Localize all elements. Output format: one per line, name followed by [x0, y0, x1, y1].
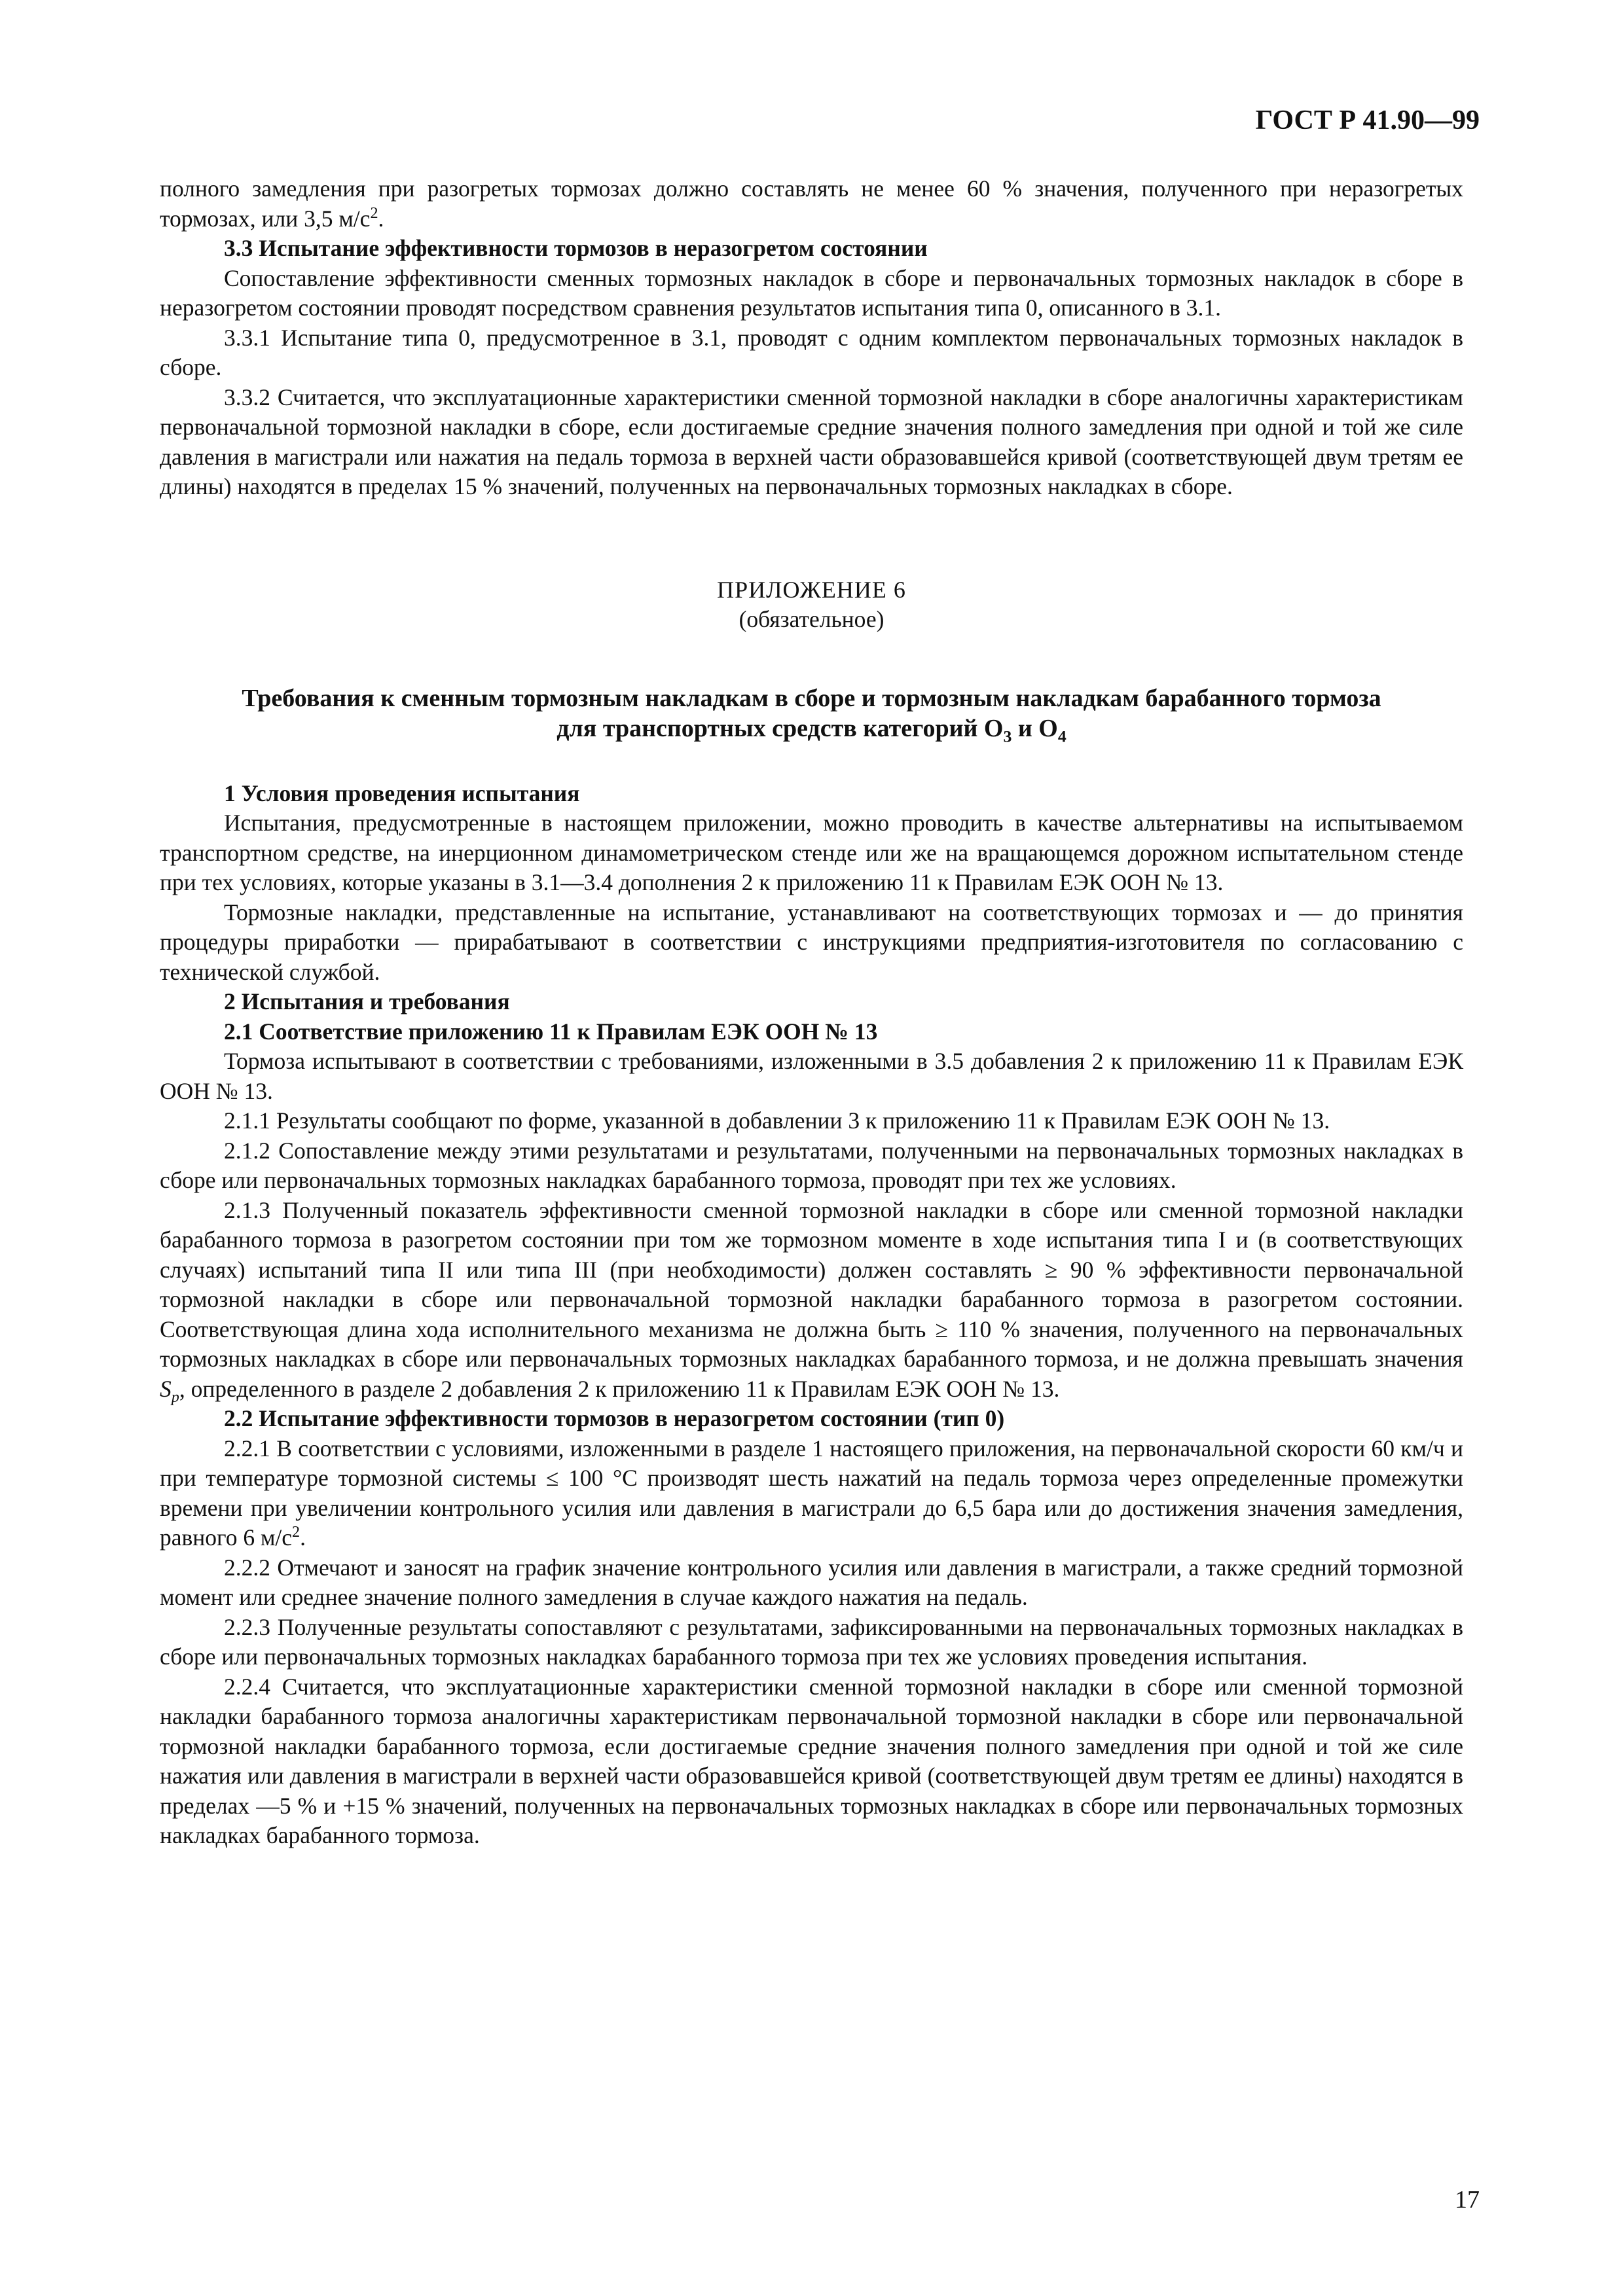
section-2-title: 2 Испытания и требования — [224, 988, 510, 1014]
clause-2-1-2: 2.1.2 Сопоставление между этими результатами и результатами, полученными на первоначальных тормозных накладках в сборе или первоначальных тормозных накладках барабанного тормоза, проводят при тех же условиях. — [160, 1137, 1463, 1193]
section-1-title: 1 Условия проведения испытания — [224, 780, 580, 806]
clause-3-3-1: 3.3.1 Испытание типа 0, предусмотренное в 3.1, проводят с одним комплектом первоначальных тормозных накладок в сборе. — [160, 324, 1463, 380]
clause-2-1-1: 2.1.1 Результаты сообщают по форме, указанной в добавлении 3 к приложению 11 к Правилам ЕЭК ООН № 13. — [224, 1107, 1330, 1134]
appendix-heading-line2: для транспортных средств категорий $О_3$ и $О_4$ — [556, 714, 1067, 746]
section-1-paragraph-1: Испытания, предусмотренные в настоящем приложении, можно проводить в качестве альтернативы на испытываемом транспортном средстве, на инерционном динамометрическом стенде или же на вращающемся дорожном испытательном стенде при тех условиях, которые указаны в 3.1—3.4 дополнения 2 к приложению 11 к Правилам ЕЭК ООН № 13. — [160, 810, 1463, 895]
section-2-1-paragraph: Тормоза испытывают в соответствии с требованиями, изложенными в 3.5 добавления 2 к приложению 11 к Правилам ЕЭК ООН № 13. — [160, 1048, 1463, 1104]
section-1-paragraph-2: Тормозные накладки, представленные на испытание, устанавливают на соответствующих тормозах и — до принятия процедуры приработки — прирабатывают в соответствии с инструкциями предприятия-изготовителя по согласованию с технической службой. — [160, 899, 1463, 985]
section-3-3-paragraph: Сопоставление эффективности сменных тормозных накладок в сборе и первоначальных тормозных накладок в сборе в неразогретом состоянии проводят посредством сравнения результатов испытания типа 0, описанного в 3.1. — [160, 264, 1463, 321]
section-3-3-title: 3.3 Испытание эффективности тормозов в неразогретом состоянии — [224, 235, 928, 261]
appendix-heading-line1: Требования к сменным тормозным накладкам в сборе и тормозным накладкам барабанного тормоза — [242, 684, 1381, 712]
clause-2-2-2: 2.2.2 Отмечают и заносят на график значение контрольного усилия или давления в магистрали, а также средний тормозной момент или среднее значение полного замедления в случае каждого нажатия на педаль. — [160, 1554, 1463, 1610]
appendix-title: ПРИЛОЖЕНИЕ 6 — [717, 576, 906, 603]
spacer — [160, 635, 1463, 683]
document-body — [160, 174, 1463, 1851]
spacer — [160, 502, 1463, 575]
section-2-2-title: 2.2 Испытание эффективности тормозов в неразогретом состоянии (тип 0) — [224, 1405, 1005, 1431]
clause-3-3-2: 3.3.2 Считается, что эксплуатационные характеристики сменной тормозной накладки в сборе аналогичны характеристикам первоначальной тормозной накладки в сборе, если достигаемые средние значения полного замедления при одной и той же силе давления в магистрали или нажатия на педаль тормоза в верхней части образовавшейся кривой (соответствующей двум третям ее длины) находятся в пределах 15 % значений, полученных на первоначальных тормозных накладках в сборе. — [160, 384, 1463, 499]
clause-2-2-3: 2.2.3 Полученные результаты сопоставляют с результатами, зафиксированными на первоначальных тормозных накладках в сборе или первоначальных тормозных накладках барабанного тормоза при тех же условиях проведения испытания. — [160, 1613, 1463, 1670]
spacer — [160, 744, 1463, 779]
standard-code: ГОСТ Р 41.90—99 — [1255, 105, 1480, 135]
page-number: 17 — [1455, 2186, 1480, 2214]
clause-2-2-4: 2.2.4 Считается, что эксплуатационные характеристики сменной тормозной накладки в сборе или сменной тормозной накладки барабанного тормоза аналогичны характеристикам первоначальной тормозной накладки в сборе или первоначальной тормозной накладки барабанного тормоза, если достигаемые средние значения полного замедления при одной и той же силе нажатия или давления в магистрали в верхней части образовавшейся кривой (соответствующей двум третям ее длины) находятся в пределах —5 % и +15 % значений, полученных на первоначальных тормозных накладках в сборе или первоначальных тормозных накладках барабанного тормоза. — [160, 1673, 1463, 1848]
sp-symbol: S — [160, 1375, 172, 1402]
clause-2-2-1: 2.2.1 В соответствии с условиями, изложенными в разделе 1 настоящего приложения, на первоначальной скорости 60 км/ч и при температуре тормозной системы ≤ 100 °С производят шесть нажатий на педаль тормоза через определенные промежутки времени при увеличении контрольного усилия или давления в магистрали до 6,5 бара или до достижения значения замедления, равного 6 $м/с^2$. — [160, 1435, 1463, 1551]
appendix-status: (обязательное) — [739, 606, 884, 632]
section-2-1-title: 2.1 Соответствие приложению 11 к Правилам ЕЭК ООН № 13 — [224, 1018, 878, 1045]
clause-2-1-3: 2.1.3 Полученный показатель эффективности сменной тормозной накладки в сборе или сменной тормозной накладки барабанного тормоза в разогретом состоянии при том же тормозном моменте в ходе испытания типа I и (в соответствующих случаях) испытаний типа II или типа III (при необходимости) должен составлять ≥ 90 % эффективности первоначальной тормозной накладки в сборе или первоначальной тормозной накладки барабанного тормоза в разогретом состоянии. Соответствующая длина хода исполнительного механизма не должна быть ≥ 110 % значения, полученного на первоначальных тормозных накладках в сборе или первоначальных тормозных накладках барабанного тормоза, и не должна превышать значения $S_p$, определенного в разделе 2 добавления 2 к приложению 11 к Правилам ЕЭК ООН № 13. — [160, 1196, 1463, 1406]
intro-paragraph: полного замедления при разогретых тормозах должно составлять не менее 60 % значения, полученного при неразогретых тормозах, или 3,5 $м/с^2$. — [160, 175, 1463, 232]
